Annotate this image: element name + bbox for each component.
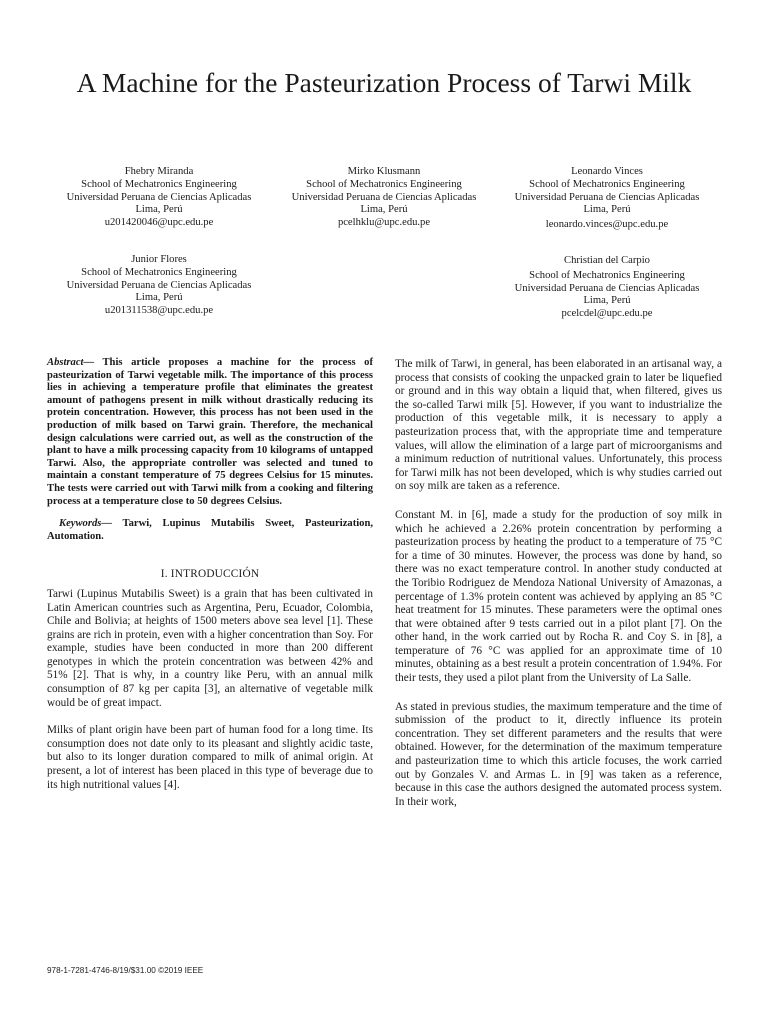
author-university: Universidad Peruana de Ciencias Aplicadas xyxy=(514,282,700,294)
paragraph: As stated in previous studies, the maximum temperature and the time of submission of the product to it, directly influence its protein concentration. They set different parameters and the results that were obtained. However, for the determination of the maximum temperature and pasteurization time to which this article focuses, the work carried out by Gonzales V. and Armas L. in [9] was taken as a reference, because in this case the authors designed the automated process system. In their work, xyxy=(395,700,722,808)
paper-title: A Machine for the Pasteurization Process of Tarwi Milk xyxy=(76,67,692,98)
right-column xyxy=(395,358,722,824)
author-university: Universidad Peruana de Ciencias Aplicadas xyxy=(66,279,252,291)
author-city: Lima, Perú xyxy=(135,204,183,216)
author-city: Lima, Perú xyxy=(583,204,631,216)
author-email: pcelcdel@upc.edu.pe xyxy=(561,308,653,320)
author-email: u201420046@upc.edu.pe xyxy=(104,217,214,229)
author-email: pcelhklu@upc.edu.pe xyxy=(337,217,431,229)
author-block xyxy=(492,255,722,321)
keywords-text: Tarwi, Lupinus Mutabilis Sweet, Pasteurization, Automation. xyxy=(47,518,373,542)
author-block xyxy=(492,166,722,232)
author-email: u201311538@upc.edu.pe xyxy=(104,305,214,317)
author-name: Fhebry Miranda xyxy=(124,166,194,177)
author-school: School of Mechatronics Engineering xyxy=(81,266,237,278)
author-university: Universidad Peruana de Ciencias Aplicadas xyxy=(514,191,700,203)
copyright-footer: 978-1-7281-4746-8/19/$31.00 ©2019 IEEE xyxy=(47,966,204,975)
paragraph: Milks of plant origin have been part of human food for a long time. Its consumption does not date only to its pleasant and slightly acidic taste, but also to its longer duration compared to milk of animal origin. At present, a lot of interest has been placed in this type of beverage due to its high nutritional values [4]. xyxy=(47,724,373,791)
author-city: Lima, Perú xyxy=(135,292,183,304)
author-email: leonardo.vinces@upc.edu.pe xyxy=(545,219,669,231)
author-name: Christian del Carpio xyxy=(564,255,650,266)
author-block xyxy=(269,166,499,230)
paragraph: The milk of Tarwi, in general, has been elaborated in an artisanal way, a process that consists of cooking the unpacked grain to later be liquefied or ground and in this way obtain a liquid that, when filtered, gives us the so-called Tarwi milk [5]. However, if you want to industrialize the production of this vegetable milk, it is necessary to apply a pasteurization process that, with the appropriate time and temperature values, will allow the elimination of a large part of microorganisms and a minimum reduction of nutritional values. Unfortunately, this process for Tarwi milk has not been developed, which is why studies carried out on soy milk are taken as a reference. xyxy=(395,358,722,493)
author-block xyxy=(44,166,274,230)
author-city: Lima, Perú xyxy=(360,204,408,216)
left-column xyxy=(47,357,373,806)
section-heading: I. INTRODUCCIÓN xyxy=(160,568,260,581)
author-name: Leonardo Vinces xyxy=(571,166,643,177)
paragraph: Constant M. in [6], made a study for the production of soy milk in which he achieved a 2.26% protein concentration by performing a pasteurization process by heating the product to a temperature of 75 °C for a time of 30 minutes. However, the process was done by hand, so there was no exact temperature control. In another study conducted at the Toribio Rodriguez de Mendoza National University of Amazonas, a percentage of 1.3% protein content was achieved by applying an 85 °C heat treatment for 15 minutes. These parameters were the optimal ones that were obtained after 9 tests carried out in a pilot plant [7]. On the other hand, in the work carried out by Rocha R. and Coy S. in [8], a temperature of 76 °C was applied for an approximate time of 10 minutes, obtaining as a best result a protein concentration of 1.94%. For their tests, they used a pilot plant from the University of La Salle. xyxy=(395,508,722,685)
author-university: Universidad Peruana de Ciencias Aplicadas xyxy=(66,191,252,203)
author-city: Lima, Perú xyxy=(583,295,631,307)
abstract-label: Abstract— xyxy=(47,357,95,368)
abstract-text: This article proposes a machine for the process of pasteurization of Tarwi vegetable milk. The importance of this process lies in achieving a temperature profile that eliminates the greatest amount of pathogens present in milk without drastically reducing its protein concentration. However, this process has not been used in the production of milk based on Tarwi grain. Therefore, the mechanical design calculations were carried out, as well as the construction of the plant to have a milk processing capacity from 10 kilograms of untapped Tarwi. Also, the appropriate controller was selected and tuned to maintain a constant temperature of 75 degrees Celsius for 15 minutes. The tests were carried out with Tarwi milk from a cooking and filtering process at a temperature close to 50 degrees Celsius. xyxy=(47,357,373,507)
author-block xyxy=(44,254,274,318)
author-school: School of Mechatronics Engineering xyxy=(529,269,685,281)
abstract xyxy=(47,357,373,508)
author-school: School of Mechatronics Engineering xyxy=(81,178,237,190)
paragraph: Tarwi (Lupinus Mutabilis Sweet) is a grain that has been cultivated in Latin American countries such as Argentina, Peru, Ecuador, Colombia, Chile and Bolivia; at heights of 1500 meters above sea level [1]. These grains are rich in protein, even with a higher concentration than Soy. For example, studies have been conducted in more than 200 different genotypes in which the protein concentration was between 42% and 51% [2]. That is why, in a country like Peru, with an annual milk consumption of 87 kg per capita [3], an alternative of vegetable milk would be of great impact. xyxy=(47,587,373,709)
author-name: Mirko Klusmann xyxy=(347,166,421,177)
author-school: School of Mechatronics Engineering xyxy=(306,178,462,190)
keywords-label: Keywords— xyxy=(59,518,112,530)
keywords xyxy=(47,518,373,543)
author-name: Junior Flores xyxy=(131,254,187,265)
author-university: Universidad Peruana de Ciencias Aplicadas xyxy=(291,191,477,203)
author-school: School of Mechatronics Engineering xyxy=(529,178,685,190)
